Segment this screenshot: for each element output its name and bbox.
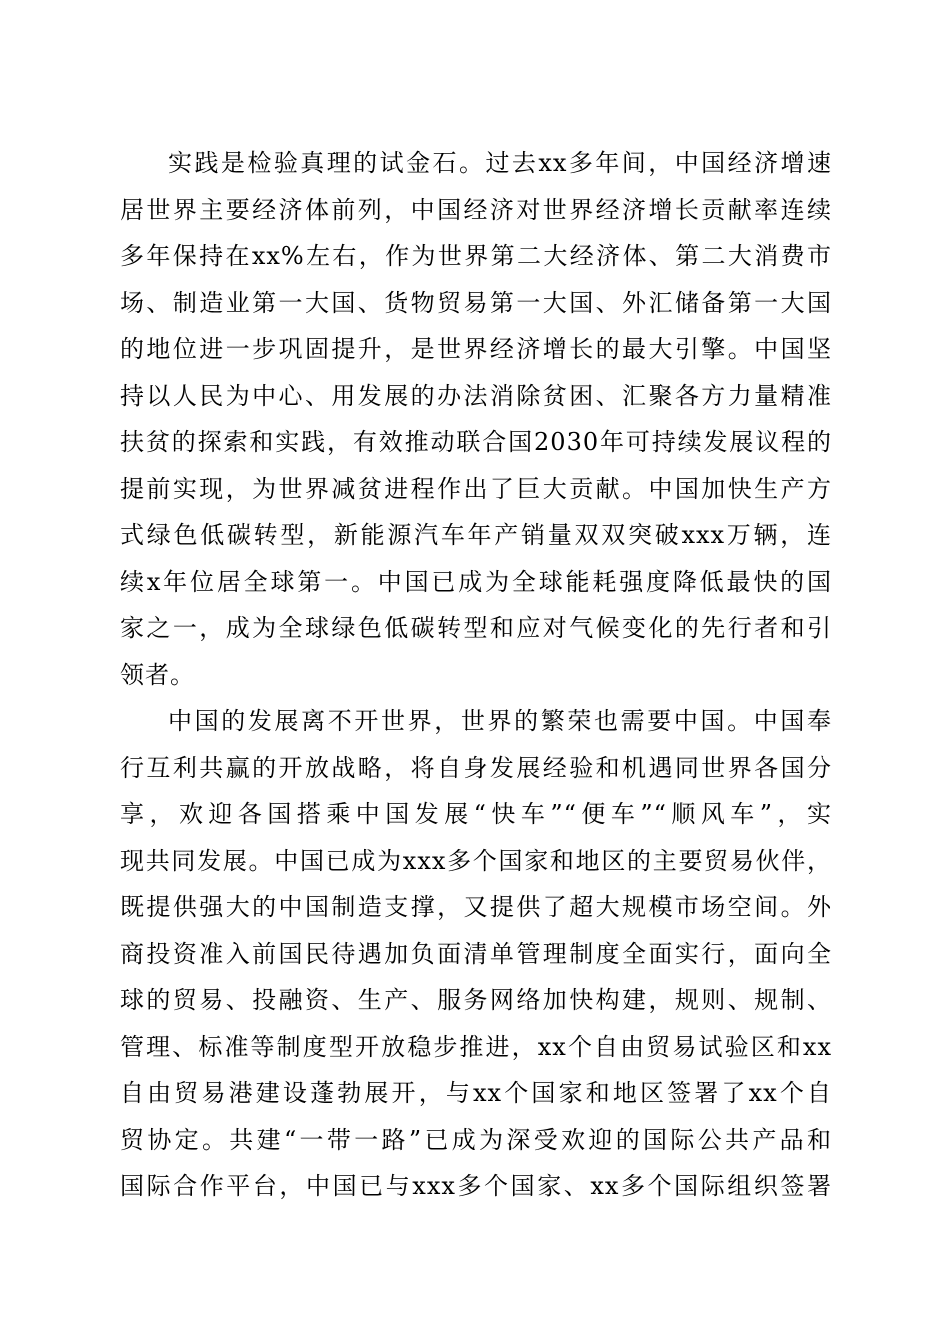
paragraph-1-line-10: 续x年位居全球第一。中国已成为全球能耗强度降低最快的国 — [120, 567, 832, 596]
paragraph-2-line-2: 行互利共赢的开放战略，将自身发展经验和机遇同世界各国分 — [120, 753, 832, 782]
paragraph-2-line-6: 商投资准入前国民待遇加负面清单管理制度全面实行，面向全 — [120, 939, 832, 968]
paragraph-1-line-12: 领者。 — [120, 660, 195, 689]
paragraph-1-line-8: 提前实现，为世界减贫进程作出了巨大贡献。中国加快生产方 — [120, 474, 832, 503]
paragraph-2-line-8: 管理、标准等制度型开放稳步推进，xx个自由贸易试验区和xx — [120, 1032, 832, 1061]
paragraph-1-line-7: 扶贫的探索和实践，有效推动联合国2030年可持续发展议程的 — [120, 428, 832, 456]
paragraph-2-line-1: 中国的发展离不开世界，世界的繁荣也需要中国。中国奉 — [168, 707, 832, 735]
body-text — [120, 140, 832, 1210]
paragraph-2-line-9: 自由贸易港建设蓬勃展开，与xx个国家和地区签署了xx个自 — [120, 1079, 832, 1107]
paragraph-1-line-11: 家之一，成为全球绿色低碳转型和应对气候变化的先行者和引 — [120, 614, 832, 642]
paragraph-1-line-6: 持以人民为中心、用发展的办法消除贫困、汇聚各方力量精准 — [120, 381, 832, 410]
paragraph-1-line-9: 式绿色低碳转型，新能源汽车年产销量双双突破xxx万辆，连 — [120, 521, 832, 549]
paragraph-1-line-1: 实践是检验真理的试金石。过去xx多年间，中国经济增速 — [168, 149, 832, 177]
paragraph-1-line-4: 场、制造业第一大国、货物贸易第一大国、外汇储备第一大国 — [120, 288, 832, 317]
paragraph-2-line-10: 贸协定。共建“一带一路”已成为深受欢迎的国际公共产品和 — [120, 1125, 832, 1154]
paragraph-1-line-5: 的地位进一步巩固提升，是世界经济增长的最大引擎。中国坚 — [120, 335, 832, 363]
paragraph-1-line-3: 多年保持在xx%左右，作为世界第二大经济体、第二大消费市 — [120, 242, 832, 270]
paragraph-2-line-4: 现共同发展。中国已成为xxx多个国家和地区的主要贸易伙伴， — [120, 846, 832, 875]
paragraph-2-line-11: 国际合作平台，中国已与xxx多个国家、xx多个国际组织签署 — [120, 1172, 832, 1200]
paragraph-2-line-7: 球的贸易、投融资、生产、服务网络加快构建，规则、规制、 — [120, 986, 832, 1014]
paragraph-2-line-5: 既提供强大的中国制造支撑，又提供了超大规模市场空间。外 — [120, 893, 832, 921]
paragraph-2-line-3: 享，欢迎各国搭乘中国发展“快车”“便车”“顺风车”，实 — [120, 800, 832, 828]
paragraph-1-line-2: 居世界主要经济体前列，中国经济对世界经济增长贡献率连续 — [120, 195, 832, 224]
